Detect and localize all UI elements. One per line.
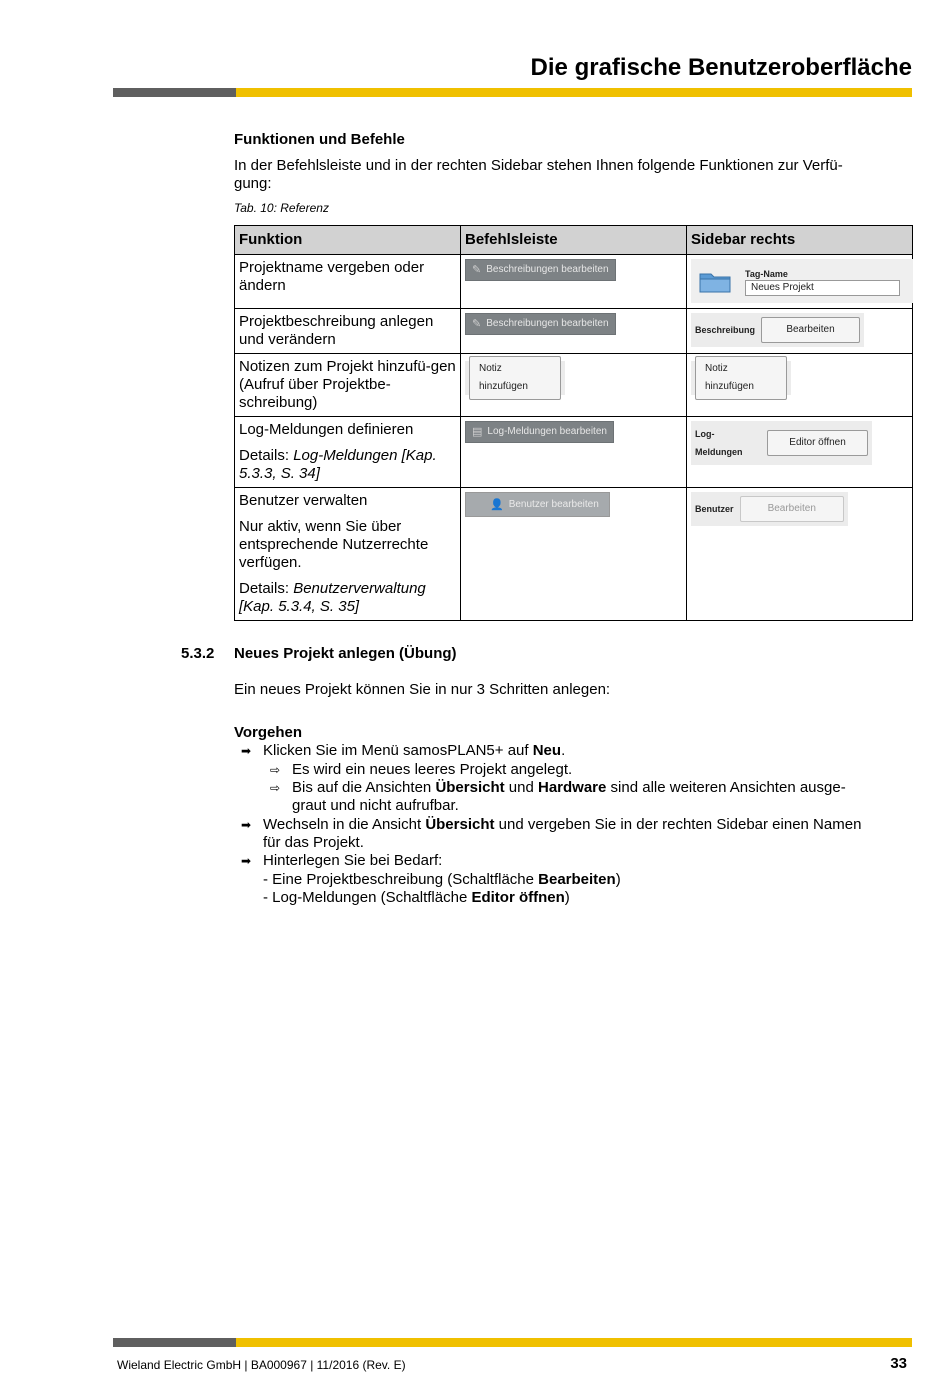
step-3: ➡ Hinterlegen Sie bei Bedarf: [241,852,443,869]
notiz-panel-cmd [465,361,565,395]
function-text: Projektname vergeben oder ändern [239,259,425,294]
table-row [235,417,913,488]
result-1: ⇨ Es wird ein neues leeres Projekt angelegt. [270,761,573,778]
tag-name-panel [691,259,913,303]
step-3-item-1: - Eine Projektbeschreibung (Schaltfläche Bearbeiten) [263,871,621,888]
table-row [235,354,913,417]
header-rule [113,88,912,97]
procedure-heading: Vorgehen [234,724,303,741]
user-icon: 👤 [490,498,504,511]
section-heading: Funktionen und Befehle [234,131,405,148]
footer-rule [113,1338,912,1347]
details-prefix: Details: [239,447,294,464]
beschreibung-panel [691,313,864,347]
document-icon: ▤ [472,426,483,438]
result-2: ⇨ Bis auf die Ansichten Übersicht und Hardware sind alle weiteren Ansichten ausge- [270,779,846,796]
table-row [235,488,913,621]
benutzer-bearbeiten-sidebar-button[interactable]: Bearbeiten [740,496,844,522]
section-number: 5.3.2 [181,645,215,662]
table-caption: Tab. 10: Referenz [234,201,329,215]
step-2-cont: für das Projekt. [263,834,364,851]
note-text: Nur aktiv, wenn Sie über entsprechende Nutzerrechte verfügen. [239,518,429,571]
beschreibungen-bearbeiten-button[interactable]: ✎ Beschreibungen bearbeiten [465,313,616,335]
col-header-sidebar: Sidebar rechts [687,226,913,255]
details-prefix: Details: [239,580,294,597]
notiz-panel-sidebar [691,361,791,395]
arrow-icon: ➡ [241,854,252,868]
tag-name-input[interactable]: Neues Projekt [745,280,900,296]
section-title: Neues Projekt anlegen (Übung) [234,645,457,662]
col-header-funktion: Funktion [235,226,461,255]
benutzer-panel [691,492,848,526]
function-text: Benutzer verwalten [239,492,368,509]
details-link-benutzer[interactable]: Benutzerverwaltung [Kap. 5.3.4, S. 35] [239,580,426,615]
folder-icon [699,271,731,293]
intro-text-line1: In der Befehlsleiste und in der rechten Sidebar stehen Ihnen folgende Funktionen zur Verfü- [234,157,843,174]
arrow-icon: ➡ [241,818,252,832]
reference-table [234,225,913,621]
hollow-arrow-icon: ⇨ [270,781,281,795]
col-header-befehlsleiste: Befehlsleiste [461,226,687,255]
function-text: Projektbeschreibung anlegen und verändern [239,313,434,348]
section-intro: Ein neues Projekt können Sie in nur 3 Schritten anlegen: [234,681,611,698]
notiz-hinzufuegen-button[interactable]: Notiz hinzufügen [469,356,561,400]
footer-text: Wieland Electric GmbH | BA000967 | 11/2016 (Rev. E) [117,1358,406,1372]
hollow-arrow-icon: ⇨ [270,763,281,777]
beschreibung-label: Beschreibung [695,325,756,335]
pencil-icon: ✎ [472,318,482,330]
arrow-icon: ➡ [241,744,252,758]
step-3-item-2: - Log-Meldungen (Schaltfläche Editor öffnen) [263,889,570,906]
pencil-icon: ✎ [472,264,482,276]
tag-name-label: Tag-Name [745,269,788,279]
step-1: ➡ Klicken Sie im Menü samosPLAN5+ auf Neu. [241,742,566,759]
benutzer-bearbeiten-button[interactable]: 👤 Benutzer bearbeiten [465,492,610,517]
table-header-row [235,226,913,255]
function-text: Log-Meldungen definieren [239,421,414,438]
benutzer-label: Benutzer [695,504,734,514]
details-link-log[interactable]: Log-Meldungen [Kap. 5.3.3, S. 34] [239,447,437,482]
editor-oeffnen-button[interactable]: Editor öffnen [767,430,868,456]
function-text: Notizen zum Projekt hinzufü-gen (Aufruf über Projektbe-schreibung) [239,358,456,411]
page-number: 33 [890,1355,907,1372]
log-meldungen-bearbeiten-button[interactable]: ▤ Log-Meldungen bearbeiten [465,421,614,443]
bearbeiten-button[interactable]: Bearbeiten [761,317,860,343]
log-meldungen-panel [691,421,872,465]
log-meldungen-label: Log-Meldungen [695,429,743,457]
page-header-title: Die grafische Benutzeroberfläche [530,54,912,81]
table-row [235,255,913,309]
beschreibungen-bearbeiten-button[interactable]: ✎ Beschreibungen bearbeiten [465,259,616,281]
notiz-hinzufuegen-sidebar-button[interactable]: Notiz hinzufügen [695,356,787,400]
table-row [235,309,913,354]
intro-text-line2: gung: [234,175,272,192]
result-2-cont: graut und nicht aufrufbar. [292,797,459,814]
step-2: ➡ Wechseln in die Ansicht Übersicht und vergeben Sie in der rechten Sidebar einen Namen [241,816,862,833]
